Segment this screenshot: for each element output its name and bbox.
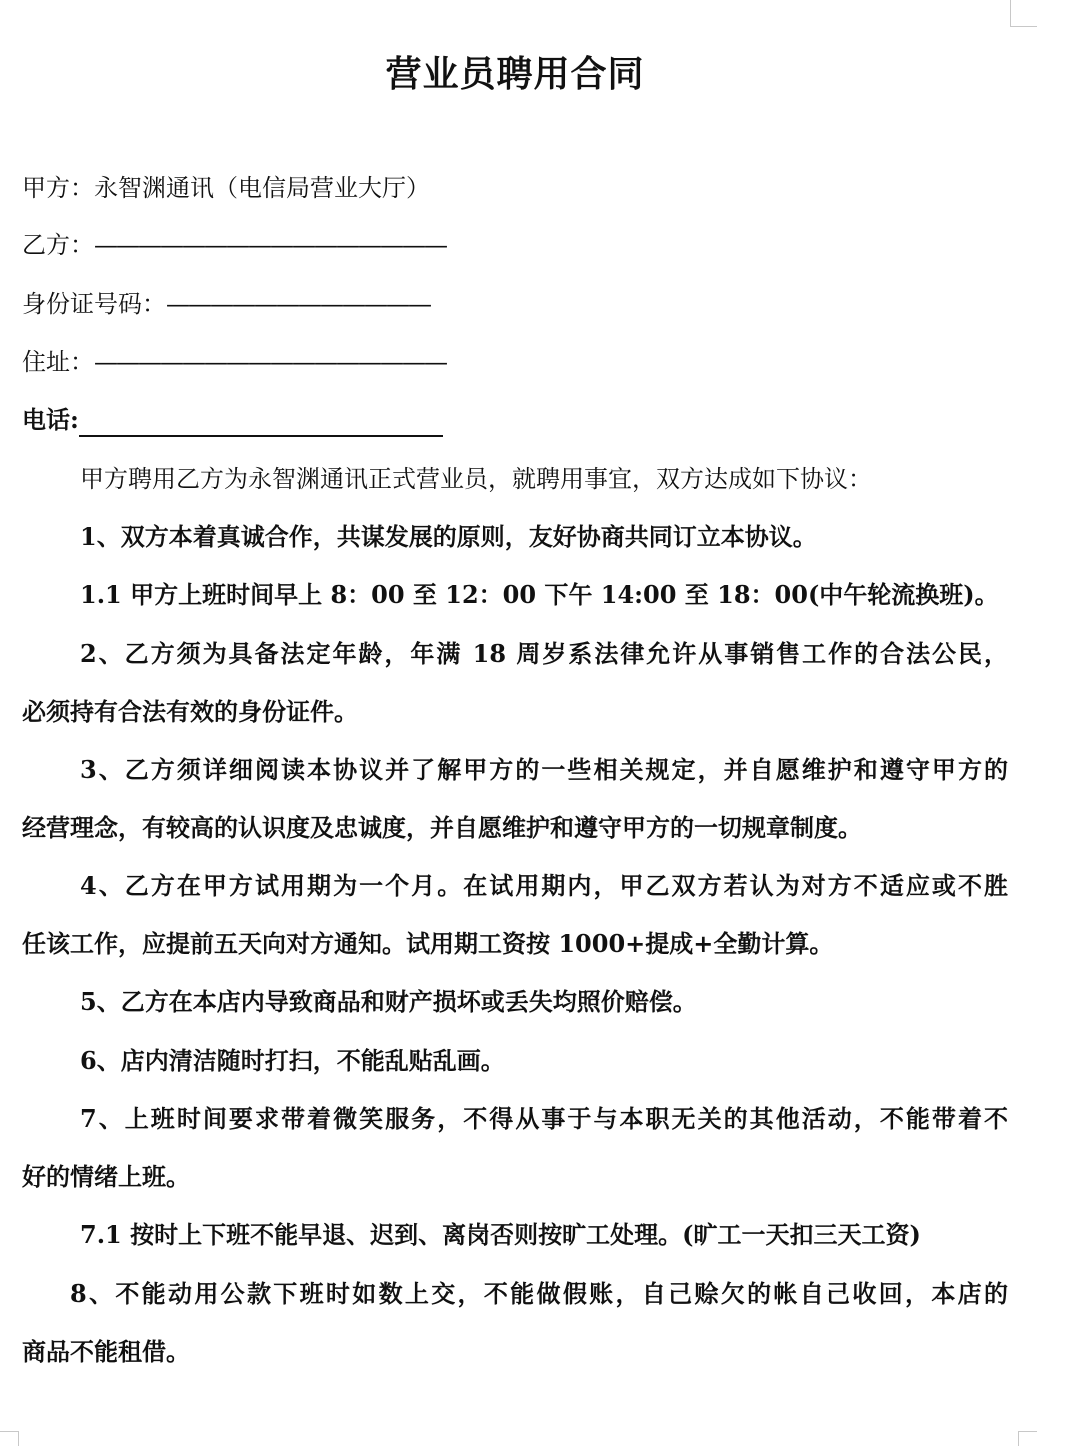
clause-7-1: 7.1 按时上下班不能早退、迟到、离岗否则按旷工处理。(旷工一天扣三天工资)	[80, 1220, 921, 1249]
party-b-label: 乙方：	[22, 231, 94, 259]
clause-4-line-2: 任该工作，应提前五天向对方通知。试用期工资按 1000+提成+全勤计算。	[22, 929, 834, 958]
clause-8-line-2: 商品不能租借。	[22, 1337, 190, 1366]
phone-blank-underline	[79, 405, 443, 437]
clause-6: 6、店内清洁随时打扫，不能乱贴乱画。	[80, 1046, 505, 1075]
page-corner-mark-bottom-right	[1018, 1431, 1037, 1446]
clause-8-line-1: 8、不能动用公款下班时如数上交，不能做假账，自己赊欠的帐自己收回，本店的	[70, 1279, 1008, 1308]
party-a-line: 甲方：永智渊通讯（电信局营业大厅）	[22, 174, 430, 202]
intro-paragraph: 甲方聘用乙方为永智渊通讯正式营业员，就聘用事宜，双方达成如下协议：	[80, 465, 872, 493]
id-number-label: 身份证号码：	[22, 290, 166, 318]
clause-2-line-2: 必须持有合法有效的身份证件。	[22, 697, 358, 726]
page-corner-mark-bottom-left	[0, 1431, 19, 1446]
clause-7-line-2: 好的情绪上班。	[22, 1162, 190, 1191]
page-corner-mark-top-right	[1010, 0, 1037, 27]
clause-3-line-2: 经营理念，有较高的认识度及忠诚度，并自愿维护和遵守甲方的一切规章制度。	[22, 813, 862, 842]
clause-1: 1、双方本着真诚合作，共谋发展的原则，友好协商共同订立本协议。	[80, 522, 817, 551]
address-blank: ————————————————	[94, 348, 446, 376]
phone-label: 电话:	[22, 405, 79, 434]
document-title: 营业员聘用合同	[385, 53, 645, 95]
clause-4-line-1: 4、乙方在甲方试用期为一个月。在试用期内，甲乙双方若认为对方不适应或不胜	[80, 871, 1008, 900]
id-number-blank: ————————————	[166, 290, 430, 318]
clause-2-line-1: 2、乙方须为具备法定年龄，年满 18 周岁系法律允许从事销售工作的合法公民，	[80, 639, 1008, 668]
address-line	[22, 347, 446, 377]
address-label: 住址：	[22, 348, 94, 376]
clause-1-1: 1.1 甲方上班时间早上 8：00 至 12：00 下午 14:00 至 18：00(中午轮流换班)。	[80, 580, 999, 609]
clause-3-line-1: 3、乙方须详细阅读本协议并了解甲方的一些相关规定，并自愿维护和遵守甲方的	[80, 755, 1008, 784]
phone-line	[22, 405, 443, 437]
party-b-line	[22, 230, 446, 260]
clause-5: 5、乙方在本店内导致商品和财产损坏或丢失均照价赔偿。	[80, 987, 697, 1016]
id-number-line	[22, 289, 430, 319]
clause-7-line-1: 7、上班时间要求带着微笑服务，不得从事于与本职无关的其他活动，不能带着不	[80, 1104, 1008, 1133]
party-b-blank: ————————————————	[94, 231, 446, 259]
